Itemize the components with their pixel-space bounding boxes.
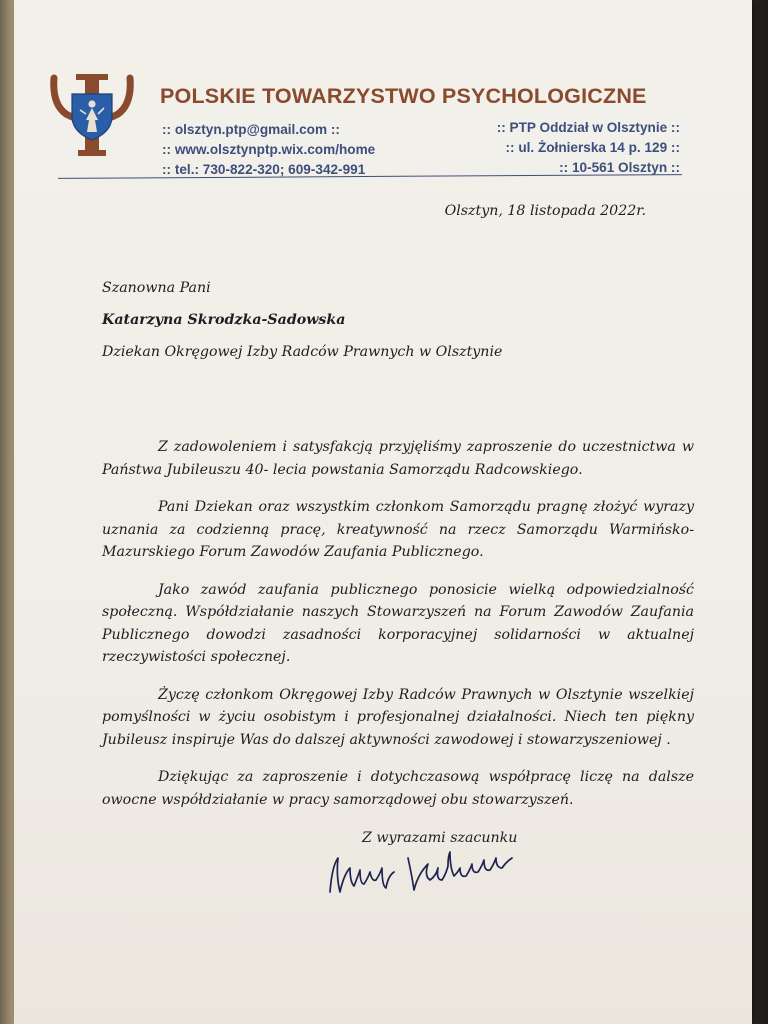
body-paragraph: Z zadowoleniem i satysfakcją przyjęliśmy zaproszenie do uczestnictwa w Państwa Jubileuszu 40- lecia powstania Samorządu Radcowskiego. — [102, 439, 694, 478]
closing-phrase: Z wyrazami szacunku — [362, 830, 518, 846]
letter-date: Olsztyn, 18 listopada 2022r. — [444, 203, 646, 219]
email-text: :: olsztyn.ptp@gmail.com :: — [162, 122, 340, 137]
street-text: :: ul. Żołnierska 14 p. 129 :: — [505, 140, 680, 155]
letter-page — [14, 0, 752, 1024]
recipient-name: Katarzyna Skrodzka-Sadowska — [102, 312, 346, 328]
salutation: Szanowna Pani — [102, 280, 211, 296]
body-paragraph: Dziękując za zaproszenie i dotychczasową współpracę liczę na dalsze owocne współdziałanie w pracy samorządowej obu stowarzyszeń. — [102, 769, 694, 808]
letter-body — [102, 436, 694, 826]
contact-block-left — [162, 120, 375, 180]
handwritten-signature — [324, 846, 520, 900]
body-paragraph: Życzę członkom Okręgowej Izby Radców Prawnych w Olsztynie wszelkiej pomyślności w życiu osobistym i profesjonalnej działalności. Niech ten piękny Jubileusz inspiruje Was do dalszej aktywności zawodowej i stowarzyszeniowej . — [102, 686, 694, 748]
recipient-title: Dziekan Okręgowej Izby Radców Prawnych w Olsztynie — [102, 344, 503, 360]
phone-text: :: tel.: 730-822-320; 609-342-991 — [162, 162, 366, 177]
contact-block-right — [497, 118, 680, 178]
body-paragraph: Pani Dziekan oraz wszystkim członkom Samorządu pragnę złożyć wyrazy uznania za codzienną pracę, kreatywność na rzecz Samorządu Warmińsko-Mazurskiego Forum Zawodów Zaufania Publicznego. — [102, 499, 694, 560]
website-text: :: www.olsztynptp.wix.com/home — [162, 142, 376, 157]
organization-name: POLSKIE TOWARZYSTWO PSYCHOLOGICZNE — [160, 84, 647, 108]
psi-shield-logo-icon — [50, 70, 134, 162]
postal-text: :: 10-561 Olsztyn :: — [559, 160, 680, 175]
body-paragraph: Jako zawód zaufania publicznego ponosicie wielką odpowiedzialność społeczną. Współdziałanie naszych Stowarzyszeń na Forum Zawodów Zaufania Publicznego dowodzi zasadności korporacyjnej solidarności w aktualnej rzeczywistości społecznej. — [102, 581, 694, 665]
branch-text: :: PTP Oddział w Olsztynie :: — [496, 120, 680, 135]
